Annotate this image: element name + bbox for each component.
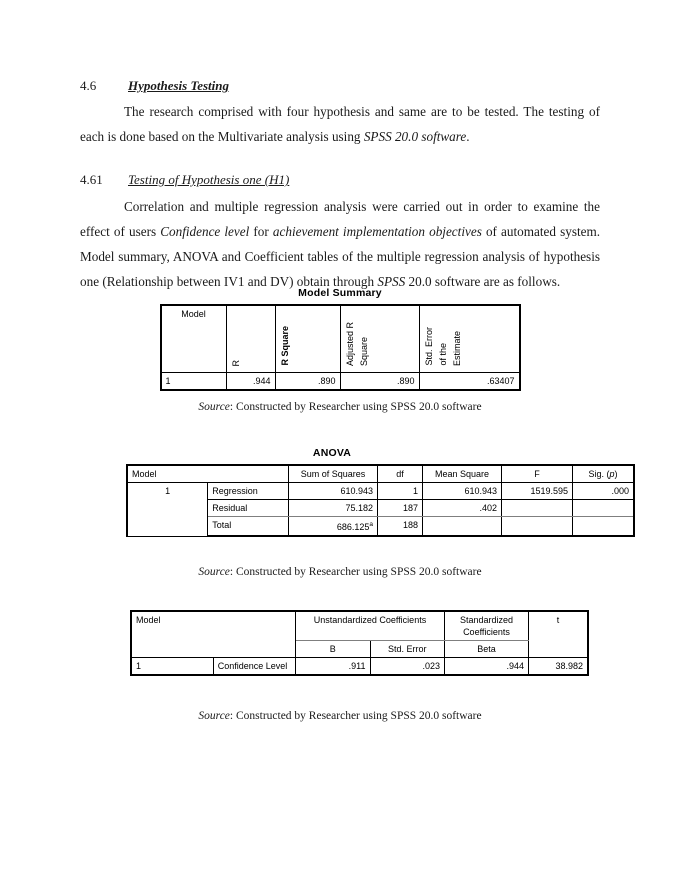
anova-header-sig: Sig. (p) xyxy=(573,465,635,483)
anova-ss-total-footnote: a xyxy=(369,521,373,528)
anova-ss-total: 686.125$^a$ xyxy=(289,517,378,537)
anova-header-row xyxy=(127,465,634,483)
cell-r-value: .944 xyxy=(226,373,275,391)
source-text-3: : Constructed by Researcher using SPSS 20.0 software xyxy=(229,710,482,722)
coefficients-header-row-1 xyxy=(131,611,588,641)
coef-predictor-label: Confidence Level xyxy=(213,658,295,676)
anova-header-f: F xyxy=(502,465,573,483)
model-summary-block xyxy=(0,287,680,391)
section-number: 4.6 xyxy=(80,78,97,93)
anova-header-df: df xyxy=(378,465,423,483)
section-number-4-61: 4.61 xyxy=(80,172,103,187)
source-caption-model-summary xyxy=(0,401,680,413)
anova-df-regression: 1 xyxy=(378,483,423,500)
coef-header-beta: Beta xyxy=(445,641,529,658)
section-heading-4-61 xyxy=(80,172,289,188)
anova-df-residual: 187 xyxy=(378,500,423,517)
coef-header-std-error: Std. Error xyxy=(370,641,445,658)
source-caption-coefficients xyxy=(0,710,680,722)
paragraph-4-6-text: The research comprised with four hypothesis and same are to be tested. The testing of each is done based on the Multivariate analysis using xyxy=(80,104,600,144)
anova-ms-regression: 610.943 xyxy=(423,483,502,500)
coef-beta-value: .944 xyxy=(445,658,529,676)
header-std-error-estimate: Std. Error of the Estimate xyxy=(419,305,520,373)
model-summary-data-row xyxy=(161,373,520,391)
anova-sig-regression: .000 xyxy=(573,483,635,500)
coef-header-unstandardized: Unstandardized Coefficients xyxy=(296,611,445,641)
source-label-1: Source xyxy=(198,401,230,413)
header-r-square: R Square xyxy=(275,305,340,373)
coefficients-data-row xyxy=(131,658,588,676)
header-model: Model xyxy=(161,305,227,373)
anova-ss-regression: 610.943 xyxy=(289,483,378,500)
anova-title: ANOVA xyxy=(312,447,352,459)
model-summary-title: Model Summary xyxy=(298,287,382,299)
anova-f-total xyxy=(502,517,573,537)
paragraph-4-61-emphasis2: achievement implementation objectives xyxy=(272,224,482,239)
anova-f-residual xyxy=(502,500,573,517)
anova-sig-total xyxy=(573,517,635,537)
cell-adjusted-r-square-value: .890 xyxy=(340,373,419,391)
source-label-2: Source xyxy=(198,566,230,578)
coef-std-error-value: .023 xyxy=(370,658,445,676)
source-text-2: : Constructed by Researcher using SPSS 20.0 software xyxy=(229,566,482,578)
anova-sig-residual xyxy=(573,500,635,517)
paragraph-4-61 xyxy=(80,194,600,294)
header-r: R xyxy=(226,305,275,373)
anova-f-regression: 1519.595 xyxy=(502,483,573,500)
anova-row-label-residual: Residual xyxy=(208,500,289,517)
section-title: Hypothesis Testing xyxy=(128,78,230,93)
paragraph-4-61-emphasis1: Confidence level xyxy=(160,224,250,239)
anova-row-regression xyxy=(127,483,634,500)
paragraph-4-61-part1: Correlation and multiple regression analysis were carried out in order to examine the effect of users xyxy=(80,199,600,239)
paragraph-4-6-emphasis: SPSS 20.0 software xyxy=(363,129,467,144)
paragraph-4-6-tail: . xyxy=(466,129,470,144)
anova-ss-residual: 75.182 xyxy=(289,500,378,517)
anova-block xyxy=(126,447,629,537)
anova-header-sum-of-squares: Sum of Squares xyxy=(289,465,378,483)
section-heading-4-6 xyxy=(80,78,229,94)
coef-header-t: t xyxy=(529,611,589,658)
model-summary-header-row xyxy=(161,305,520,373)
anova-header-mean-square: Mean Square xyxy=(423,465,502,483)
source-label-3: Source xyxy=(198,710,230,722)
anova-model-number: 1 xyxy=(127,483,208,537)
coef-model-number: 1 xyxy=(131,658,213,676)
coef-header-standardized: Standardized Coefficients xyxy=(445,611,529,641)
header-adjusted-r-square: Adjusted R Square xyxy=(340,305,419,373)
model-summary-table xyxy=(160,304,521,391)
cell-std-error-value: .63407 xyxy=(419,373,520,391)
coef-t-value: 38.982 xyxy=(529,658,589,676)
anova-df-total: 188 xyxy=(378,517,423,537)
anova-row-label-regression: Regression xyxy=(208,483,289,500)
anova-header-model: Model xyxy=(127,465,289,483)
section-title-4-61: Testing of Hypothesis one (H1) xyxy=(128,172,290,187)
cell-r-square-value: .890 xyxy=(275,373,340,391)
anova-ms-residual: .402 xyxy=(423,500,502,517)
paragraph-4-61-part3: of automated system. Model summary, ANOVA and Coefficient tables of the multiple regression analysis of hypothesis one (Relationship between IV1 and DV) obtain through xyxy=(80,224,601,289)
paragraph-4-61-part2: for xyxy=(249,224,273,239)
coef-header-model: Model xyxy=(131,611,296,658)
coef-header-b: B xyxy=(296,641,371,658)
anova-table xyxy=(126,464,635,537)
paragraph-4-6 xyxy=(80,99,600,149)
paragraph-4-61-part4: 20.0 software are as follows. xyxy=(405,274,561,289)
coefficients-block xyxy=(130,610,583,676)
source-text-1: : Constructed by Researcher using SPSS 20.0 software xyxy=(229,401,482,413)
coefficients-table xyxy=(130,610,589,676)
paragraph-4-61-emphasis3: SPSS xyxy=(377,274,406,289)
anova-ms-total xyxy=(423,517,502,537)
anova-row-label-total: Total xyxy=(208,517,289,537)
coef-b-value: .911 xyxy=(296,658,371,676)
source-caption-anova xyxy=(0,566,680,578)
cell-model-value: 1 xyxy=(161,373,227,391)
